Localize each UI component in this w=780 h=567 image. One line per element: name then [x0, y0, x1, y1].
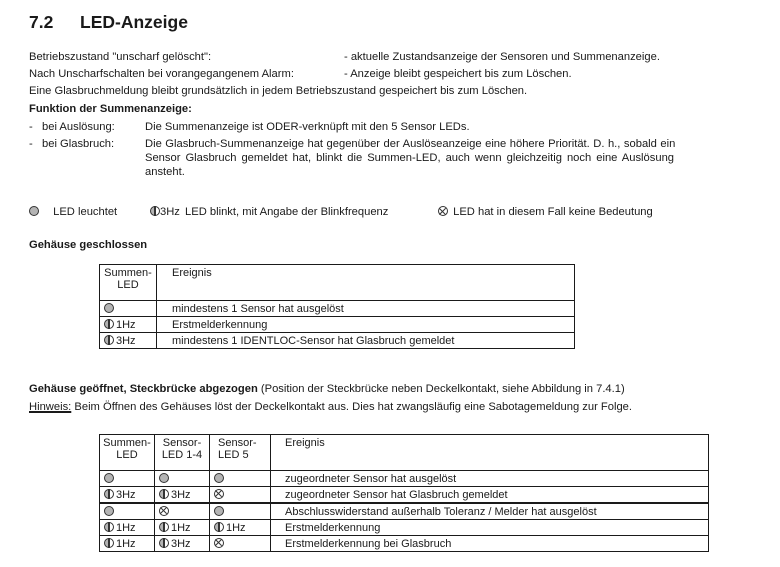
sum-led-cell	[100, 333, 157, 349]
led-blink-icon	[150, 206, 160, 216]
led-on-icon	[214, 506, 224, 516]
led-on-icon	[29, 206, 39, 216]
event-cell: zugeordneter Sensor hat Glasbruch gemeldet	[271, 487, 709, 504]
led-on-icon	[214, 473, 224, 483]
intro-right-1: - aktuelle Zustandsanzeige der Sensoren und Summenanzeige.	[344, 51, 660, 63]
header-line: Sensor-	[162, 437, 202, 449]
legend-item-on	[29, 206, 117, 219]
sensor-led-5-cell	[210, 536, 271, 552]
section-title: LED-Anzeige	[80, 12, 188, 32]
closed-title: Gehäuse geschlossen	[29, 239, 148, 251]
event-cell: mindestens 1 Sensor hat ausgelöst	[157, 301, 575, 317]
event-cell: Erstmelderkennung bei Glasbruch	[271, 536, 709, 552]
legend-freq: 3Hz	[160, 206, 180, 218]
legend-item-none	[438, 206, 653, 219]
event-cell: mindestens 1 IDENTLOC-Sensor hat Glasbruch gemeldet	[157, 333, 575, 349]
sum-led-cell	[100, 471, 155, 487]
sensor-led-1-4-cell	[155, 471, 210, 487]
table-row	[100, 333, 575, 349]
event-cell: Erstmelderkennung	[157, 317, 575, 333]
sum-led-cell	[100, 536, 155, 552]
freq-label: 1Hz	[171, 521, 191, 534]
led-none-icon	[438, 206, 448, 216]
sensor-led-1-4-cell	[155, 503, 210, 520]
open-title-line	[29, 383, 625, 396]
led-none-icon	[214, 489, 224, 499]
header-sum-led	[100, 265, 157, 301]
freq-label: 1Hz	[116, 318, 136, 331]
intro-full: Eine Glasbruchmeldung bleibt grundsätzlich in jedem Betriebszustand gespeichert bis zum Löschen.	[29, 85, 528, 97]
led-none-icon	[159, 506, 169, 516]
led-blink-icon	[104, 522, 114, 532]
header-line: Sensor-	[218, 437, 257, 449]
freq-label: 1Hz	[116, 537, 136, 550]
table-row	[100, 503, 709, 520]
table-row	[100, 487, 709, 504]
led-on-icon	[104, 506, 114, 516]
header-event: Ereignis	[271, 435, 709, 471]
sensor-led-5-cell	[210, 471, 271, 487]
sum-led-cell	[100, 301, 157, 317]
function-text-2b: Sensor Glasbruch gemeldet hat, blinkt die Summen-LED, auch wenn gleichzeitig noch eine Auslösung	[145, 152, 675, 164]
table-row	[100, 471, 709, 487]
section-heading	[29, 12, 188, 33]
header-line: LED 5	[218, 449, 249, 461]
led-none-icon	[214, 538, 224, 548]
led-blink-icon	[159, 522, 169, 532]
section-number: 7.2	[29, 12, 54, 32]
sensor-led-5-cell	[210, 520, 271, 536]
led-blink-icon	[104, 335, 114, 345]
led-blink-icon	[104, 489, 114, 499]
table-header-row	[100, 435, 709, 471]
legend-text: LED blinkt, mit Angabe der Blinkfrequenz	[185, 206, 389, 218]
open-title-note: (Position der Steckbrücke neben Deckelkontakt, siehe Abbildung in 7.4.1)	[257, 383, 625, 395]
sum-led-cell	[100, 520, 155, 536]
intro-left-1: Betriebszustand "unscharf gelöscht":	[29, 51, 212, 63]
closed-table	[99, 264, 575, 349]
table-row	[100, 536, 709, 552]
function-title: Funktion der Summenanzeige:	[29, 103, 192, 115]
sensor-led-5-cell	[210, 503, 271, 520]
legend-item-blink	[150, 206, 388, 219]
sum-led-cell	[100, 317, 157, 333]
function-text-2c: ansteht.	[145, 166, 185, 178]
led-on-icon	[159, 473, 169, 483]
function-text-2a: Die Glasbruch-Summenanzeige hat gegenüber der Auslöseanzeige eine höhere Priorität. D. h., sobald ein	[145, 138, 676, 150]
function-label-2: bei Glasbruch:	[42, 138, 115, 150]
led-blink-icon	[214, 522, 224, 532]
freq-label: 1Hz	[226, 521, 246, 534]
led-blink-icon	[159, 538, 169, 548]
function-bullet-2: -	[29, 138, 33, 150]
sensor-led-5-cell	[210, 487, 271, 504]
header-line: LED 1-4	[161, 449, 203, 461]
header-sensor-led-1-4	[155, 435, 210, 471]
header-line: LED	[117, 279, 139, 291]
legend-text: LED leuchtet	[53, 206, 118, 218]
event-cell: Abschlusswiderstand außerhalb Toleranz / Melder hat ausgelöst	[271, 503, 709, 520]
header-sensor-led-5	[210, 435, 271, 471]
open-hint-line	[29, 401, 632, 414]
table-row	[100, 301, 575, 317]
sum-led-cell	[100, 487, 155, 504]
sensor-led-1-4-cell	[155, 520, 210, 536]
sensor-led-1-4-cell	[155, 487, 210, 504]
hint-label: Hinweis:	[29, 401, 72, 413]
freq-label: 3Hz	[116, 334, 136, 347]
led-on-icon	[104, 303, 114, 313]
intro-right-2: - Anzeige bleibt gespeichert bis zum Löschen.	[344, 68, 572, 80]
table-row	[100, 317, 575, 333]
header-event: Ereignis	[157, 265, 575, 301]
intro-left-2: Nach Unscharfschalten bei vorangegangenem Alarm:	[29, 68, 294, 80]
event-cell: Erstmelderkennung	[271, 520, 709, 536]
header-line: Summen-	[104, 267, 152, 279]
function-label-1: bei Auslösung:	[42, 121, 115, 133]
legend-text: LED hat in diesem Fall keine Bedeutung	[453, 206, 653, 218]
function-bullet-1: -	[29, 121, 33, 133]
led-on-icon	[104, 473, 114, 483]
event-cell: zugeordneter Sensor hat ausgelöst	[271, 471, 709, 487]
freq-label: 1Hz	[116, 521, 136, 534]
open-table	[99, 434, 709, 552]
header-line: LED	[116, 449, 138, 461]
header-sum-led	[100, 435, 155, 471]
hint-text: Beim Öffnen des Gehäuses löst der Deckelkontakt aus. Dies hat zwangsläufig eine Sabotagemeldung zur Folge.	[71, 401, 633, 413]
freq-label: 3Hz	[171, 488, 191, 501]
led-blink-icon	[104, 319, 114, 329]
table-header-row	[100, 265, 575, 301]
open-title: Gehäuse geöffnet, Steckbrücke abgezogen	[29, 383, 258, 395]
freq-label: 3Hz	[116, 488, 136, 501]
function-text-1: Die Summenanzeige ist ODER-verknüpft mit den 5 Sensor LEDs.	[145, 121, 470, 133]
freq-label: 3Hz	[171, 537, 191, 550]
sum-led-cell	[100, 503, 155, 520]
led-blink-icon	[159, 489, 169, 499]
table-row	[100, 520, 709, 536]
sensor-led-1-4-cell	[155, 536, 210, 552]
led-blink-icon	[104, 538, 114, 548]
header-line: Summen-	[103, 437, 151, 449]
